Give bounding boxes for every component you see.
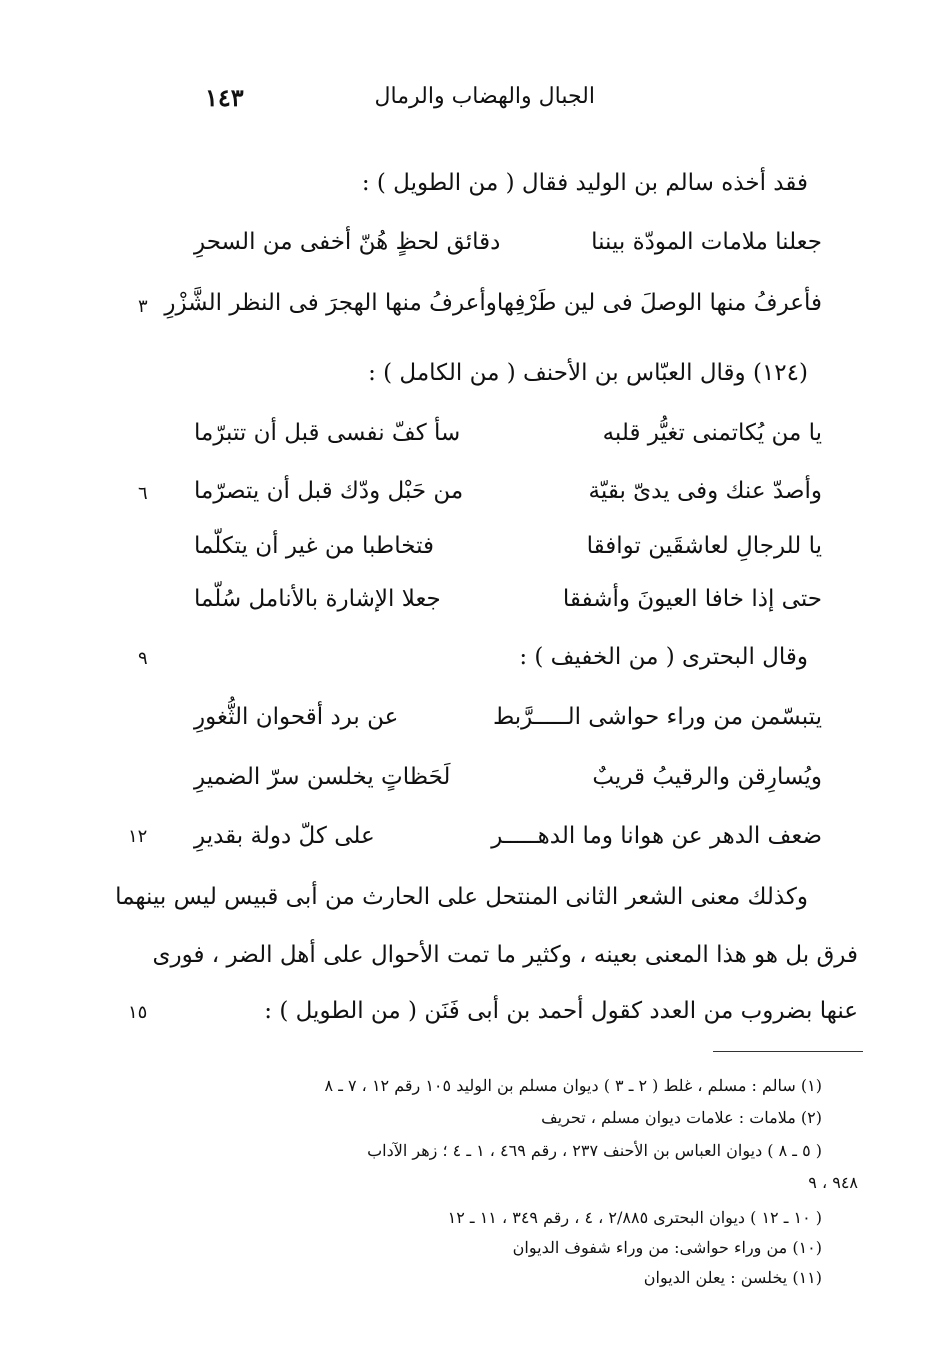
verse-hemistich-left: سأ كفّ نفسى قبل أن تتبرّما [194,420,461,446]
running-title: الجبال والهضاب والرمال [374,84,595,109]
verse-line [194,825,822,848]
verse-line [194,480,822,503]
line-number: ٦ [138,483,148,504]
footnote: (١١) يخلسن : يعلن الديوان [643,1268,822,1287]
verse-hemistich-right: حتى إذا خافا العيونَ وأشفقا [562,586,822,612]
footnote-rule [713,1051,863,1052]
verse-hemistich-right: يا للرجالِ لعاشقَين توافقا [586,533,822,559]
prose-line: وكذلك معنى الشعر الثانى المنتحل على الحارث من أبى قبيس ليس بينهما [115,884,808,910]
verse-hemistich-right: فأعرفُ منها الوصلَ فى لين طَرْفِها [496,290,822,316]
line-number: ١٢ [128,826,148,847]
verse-hemistich-left: من حَبْل ودّك قبل أن يتصرّما [194,478,464,504]
verse-hemistich-right: وأصدّ عنك وفى يدىّ بقيّة [588,478,822,504]
intro-line: (١٢٤) وقال العبّاس بن الأحنف ( من الكامل ) : [368,360,808,386]
verse-hemistich-left: وأعرفُ منها الهجرَ فى النظر الشَّزْرِ [164,290,497,316]
footnote: (٢) ملامات : علامات ديوان مسلم ، تحريف [541,1108,822,1127]
verse-hemistich-left: جعلا الإشارة بالأنامل سُلّما [194,586,441,612]
verse-hemistich-right: يا من يُكاتمنى تغيُّر قلبه [602,420,822,446]
verse-line [194,706,822,729]
verse-line [194,588,822,611]
intro-line: فقد أخذه سالم بن الوليد فقال ( من الطويل ) : [361,170,808,196]
verse-hemistich-right: ويُسارِقن والرقيبُ قريبٌ [592,764,822,790]
verse-line [194,535,822,558]
prose-line: عنها بضروب من العدد كقول أحمد بن أبى فَنَن ( من الطويل ) : [264,998,858,1024]
verse-line [164,290,822,316]
verse-hemistich-right: جعلنا ملامات المودّة بيننا [591,229,822,255]
verse-hemistich-left: لَحَظاتٍ يخلسن سرّ الضميرِ [194,764,451,790]
intro-line: وقال البحترى ( من الخفيف ) : [519,644,808,670]
line-number: ٩ [138,648,148,669]
verse-line [194,231,822,254]
verse-hemistich-left: على كلّ دولة بقديرِ [194,823,375,849]
footnote: ( ١٠ ـ ١٢ ) ديوان البحترى ٢/٨٨٥ ، ٤ ، رقم ٣٤٩ ، ١١ ـ ١٢ [447,1208,822,1227]
line-number: ١٥ [128,1002,148,1023]
verse-line [194,422,822,445]
verse-hemistich-right: ضعف الدهر عن هوانا وما الدهـــــر [491,823,822,849]
verse-hemistich-left: عن برد أقحوان الثُّغورِ [194,704,399,730]
line-number: ٣ [138,296,148,317]
verse-hemistich-left: فتخاطبا من غير أن يتكلّما [194,533,435,559]
footnote-continuation: ٩٤٨ ، ٩ [808,1173,858,1192]
footnote: (١) سالم : مسلم ، غلط ( ٢ ـ ٣ ) ديوان مسلم بن الوليد ١٠٥ رقم ١٢ ، ٧ ـ ٨ [324,1076,822,1095]
verse-hemistich-left: دقائق لحظٍ هُنّ أخفى من السحرِ [194,229,501,255]
page-number: ١٤٣ [205,83,244,112]
verse-line [194,766,822,789]
footnote: ( ٥ ـ ٨ ) ديوان العباس بن الأحنف ٢٣٧ ، رقم ٤٦٩ ، ١ ـ ٤ ؛ زهر الآداب [367,1141,822,1160]
prose-line: فرق بل هو هذا المعنى بعينه ، وكثير ما تمت الأحوال على أهل الضر ، فورى [152,942,858,968]
footnote: (١٠) من وراء حواشى: من وراء شفوف الديوان [512,1238,822,1257]
verse-hemistich-right: يتبسّمن من وراء حواشى الـــــرَّبط [492,704,822,730]
